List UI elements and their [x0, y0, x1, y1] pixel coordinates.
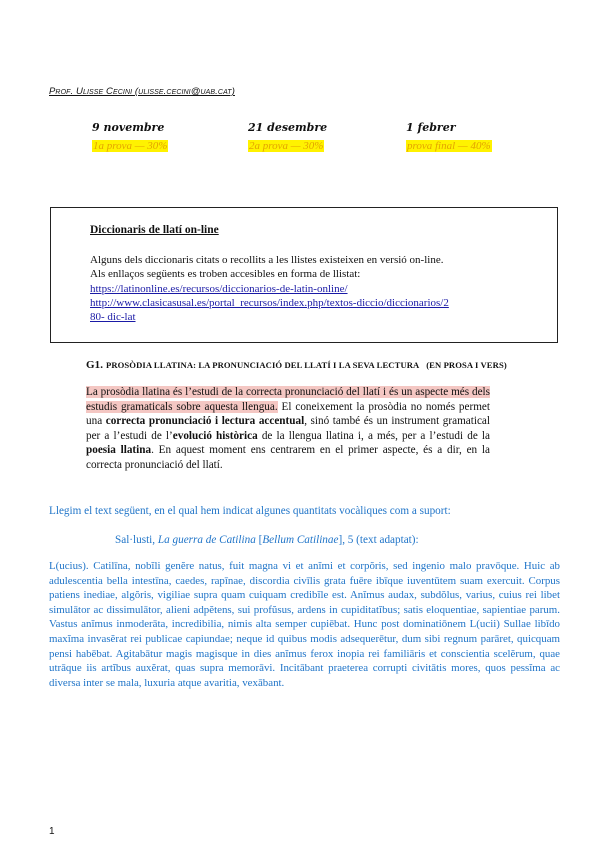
exam-1-label: 1a prova — 30% [93, 140, 168, 152]
para-text-3: de la llengua llatina i, a més, per a l’estudi de la [257, 429, 491, 442]
exam-2-date: 21 desembre [248, 121, 328, 134]
exam-3 [406, 121, 492, 154]
para-text-1: El coneixement la prosòdia no només permet una [86, 400, 490, 428]
para-text-4: . En aquest moment ens centrarem en el primer aspecte, és a dir, en la correcta pronunciació del llatí. [86, 444, 491, 471]
exam-3-label: prova final — 40% [407, 140, 491, 152]
dictionaries-line-1: Alguns dels diccionaris citats o recollits a les llistes existeixen en versió on-line. [90, 254, 444, 266]
highlighted-sentence: La prosòdia llatina és l’estudi de la correcta pronunciació del llatí i és un aspecte més dels estudis gramaticals sobre aquesta llengua. [86, 386, 490, 413]
source-bracket-close: ], 5 (text adaptat): [338, 534, 419, 546]
source-work: La guerra de Catilina [157, 534, 256, 546]
dictionary-link-2-cont[interactable]: 80- dic-lat [90, 311, 136, 323]
para-bold-3: poesia llatina [86, 444, 152, 457]
dictionary-link-2[interactable]: http://www.clasicasusal.es/portal_recursos/index.php/textos-diccio/diccionarios/2 [90, 297, 449, 309]
professor-line [49, 86, 235, 97]
exam-1 [92, 121, 168, 154]
page-number: 1 [49, 826, 55, 837]
dictionary-link-1[interactable]: https://latinonline.es/recursos/diccionarios-de-latin-online/ [90, 283, 348, 295]
intro-paragraph [86, 385, 490, 473]
dictionaries-line-2: Als enllaços següents es troben accesibles en forma de llistat: [90, 268, 361, 280]
exam-1-date: 9 novembre [92, 121, 165, 134]
source-work-latin: Bellum Catilinae [262, 534, 339, 546]
latin-text: L(ucius). Catilīna, nobĭli genĕre natus, fuit magna vi et anĭmi et corpŏris, sed ingenio malo pravōque. Huic ab adulescentia bella intestīna, caedes, rapīnae, discordia civīlis grata fuēre ibīque iuventūtem suam exercuit. Corpus patiens inediae, algŏris, vigiliae supra quam cuiquam credibĭle est. Anĭmus audax, subdŏlus, varius, cuius rei libet simulātor ac dissimulātor, alieni adpĕtens, sui profŭsus, ardens in cupiditatĭbus; satis eloquentiae, sapientiae parum. Vastus anĭmus inmoderāta, incredibilia, nimis alta semper cupiēbat. Hunc post dominatiōnem L(ucii) Sullae libīdo maxĭma invasĕrat rei publicae capiundae; neque id quibus modis adsequerētur, dum sibi regnum parāret, quicquam pensi habēbat. Agitabātur magis magisque in dies anĭmus ferox inopia rei familiāris et conscientia scelĕrum, quae utrāque iis artĭbus auxĕrat, quas supra memorāvi. Incitābant praeterea corrupti civitātis mores, quos pessĭma ac diversa inter se mala, luxuria atque avaritia, vexābant. [49, 560, 560, 689]
section-number: G1. [86, 359, 104, 371]
exam-2 [248, 121, 327, 154]
exam-3-date: 1 febrer [406, 121, 456, 134]
text-source [115, 534, 419, 546]
para-bold-1: correcta pronunciació i lectura accentual [105, 415, 305, 428]
section-heading [86, 359, 507, 371]
exercise-instruction: Llegim el text següent, en el qual hem indicat algunes quantitats vocàliques com a suport: [49, 505, 451, 517]
exam-2-label: 2a prova — 30% [249, 140, 324, 152]
section-title: PROSÒDIA LLATINA: LA PRONUNCIACIÓ DEL LLATÍ I LA SEVA LECTURA [105, 360, 420, 370]
source-author: Sal·lusti, [115, 534, 158, 546]
para-text-2: , sinó també és un instrument gramatical per a l’estudi de l’ [86, 415, 490, 442]
section-subtitle: (EN PROSA I VERS) [426, 360, 507, 370]
dictionaries-title: Diccionaris de llatí on-line [90, 224, 219, 236]
para-bold-2: evolució històrica [172, 429, 258, 442]
source-bracket-open: [ [255, 534, 263, 546]
professor-name: Prof. Ulisse Cecini (ulisse.cecini@uab.cat) [49, 86, 235, 97]
